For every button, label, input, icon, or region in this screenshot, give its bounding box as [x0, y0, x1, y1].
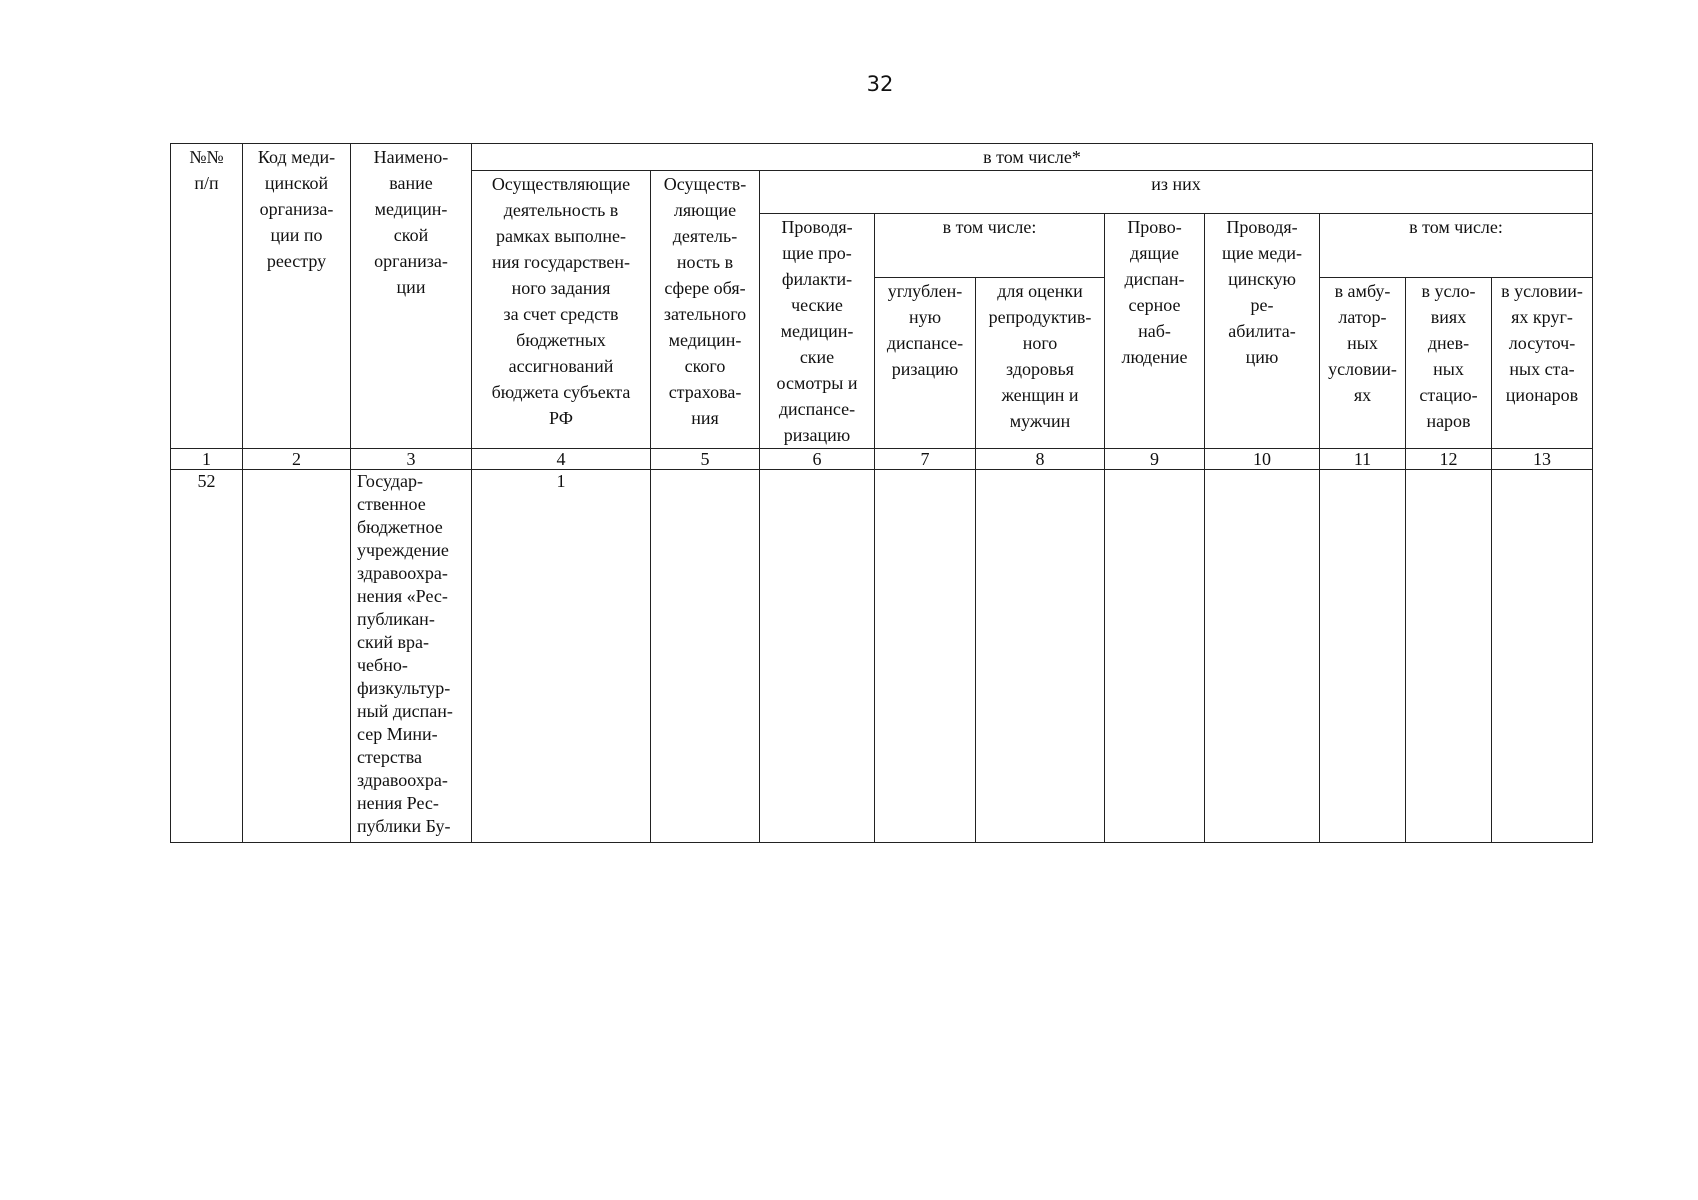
header-prevention: Проводя- щие про- филакти- ческие медицин- ские осмотры и диспансе- ризацию — [760, 214, 875, 449]
header-state-task: Осуществляющие деятельность в рамках выполне- ния государствен- ного задания за счет средств бюджетных ассигнований бюджета субъекта РФ — [472, 171, 651, 449]
header-including-b: в том числе: — [1320, 214, 1593, 278]
row-reproductive — [976, 470, 1105, 843]
row-code — [243, 470, 351, 843]
medical-organizations-table — [170, 143, 1593, 843]
header-oms: Осуществ- ляющие деятель- ность в сфере обя- зательного медицин- ского страхова- ния — [651, 171, 760, 449]
column-number: 13 — [1492, 449, 1593, 470]
header-code: Код меди- цинской организа- ции по реестру — [243, 144, 351, 449]
column-number: 7 — [875, 449, 976, 470]
column-number: 6 — [760, 449, 875, 470]
row-day-hospital — [1406, 470, 1492, 843]
row-prevention — [760, 470, 875, 843]
column-number: 10 — [1205, 449, 1320, 470]
table-row — [171, 470, 1593, 843]
row-deep-dispensary — [875, 470, 976, 843]
header-of-them: из них — [760, 171, 1593, 214]
column-number: 5 — [651, 449, 760, 470]
header-reproductive: для оценки репродуктив- ного здоровья женщин и мужчин — [976, 277, 1105, 448]
header-day-hospital: в усло- виях днев- ных стацио- наров — [1406, 277, 1492, 448]
header-name: Наимено- вание медицин- ской организа- ции — [351, 144, 472, 449]
header-deep-dispensary: углублен- ную диспансе- ризацию — [875, 277, 976, 448]
header-including-a: в том числе: — [875, 214, 1105, 278]
column-number: 8 — [976, 449, 1105, 470]
header-24h-hospital: в условии- ях круг- лосуточ- ных ста- ционаров — [1492, 277, 1593, 448]
column-number: 1 — [171, 449, 243, 470]
column-numbers-row — [171, 449, 1593, 470]
column-number: 3 — [351, 449, 472, 470]
row-state-task: 1 — [472, 470, 651, 843]
header-rehabilitation: Проводя- щие меди- цинскую ре- абилита- цию — [1205, 214, 1320, 449]
row-dispensary — [1105, 470, 1205, 843]
row-number: 52 — [171, 470, 243, 843]
column-number: 4 — [472, 449, 651, 470]
header-dispensary: Прово- дящие диспан- серное наб- людение — [1105, 214, 1205, 449]
header-row-1 — [171, 144, 1593, 171]
header-num: №№ п/п — [171, 144, 243, 449]
page-number: 32 — [866, 72, 894, 96]
row-outpatient — [1320, 470, 1406, 843]
header-in-total: в том числе* — [472, 144, 1593, 171]
row-rehabilitation — [1205, 470, 1320, 843]
row-organization-name: Государ- ственное бюджетное учреждение здравоохра- нения «Рес- публикан- ский вра- чебно- физкультур- ный диспан- сер Мини- стерства здравоохра- нения Рес- публики Бу- — [351, 470, 472, 843]
row-oms — [651, 470, 760, 843]
header-outpatient: в амбу- латор- ных условии- ях — [1320, 277, 1406, 448]
row-24h-hospital — [1492, 470, 1593, 843]
column-number: 12 — [1406, 449, 1492, 470]
column-number: 2 — [243, 449, 351, 470]
column-number: 11 — [1320, 449, 1406, 470]
column-number: 9 — [1105, 449, 1205, 470]
